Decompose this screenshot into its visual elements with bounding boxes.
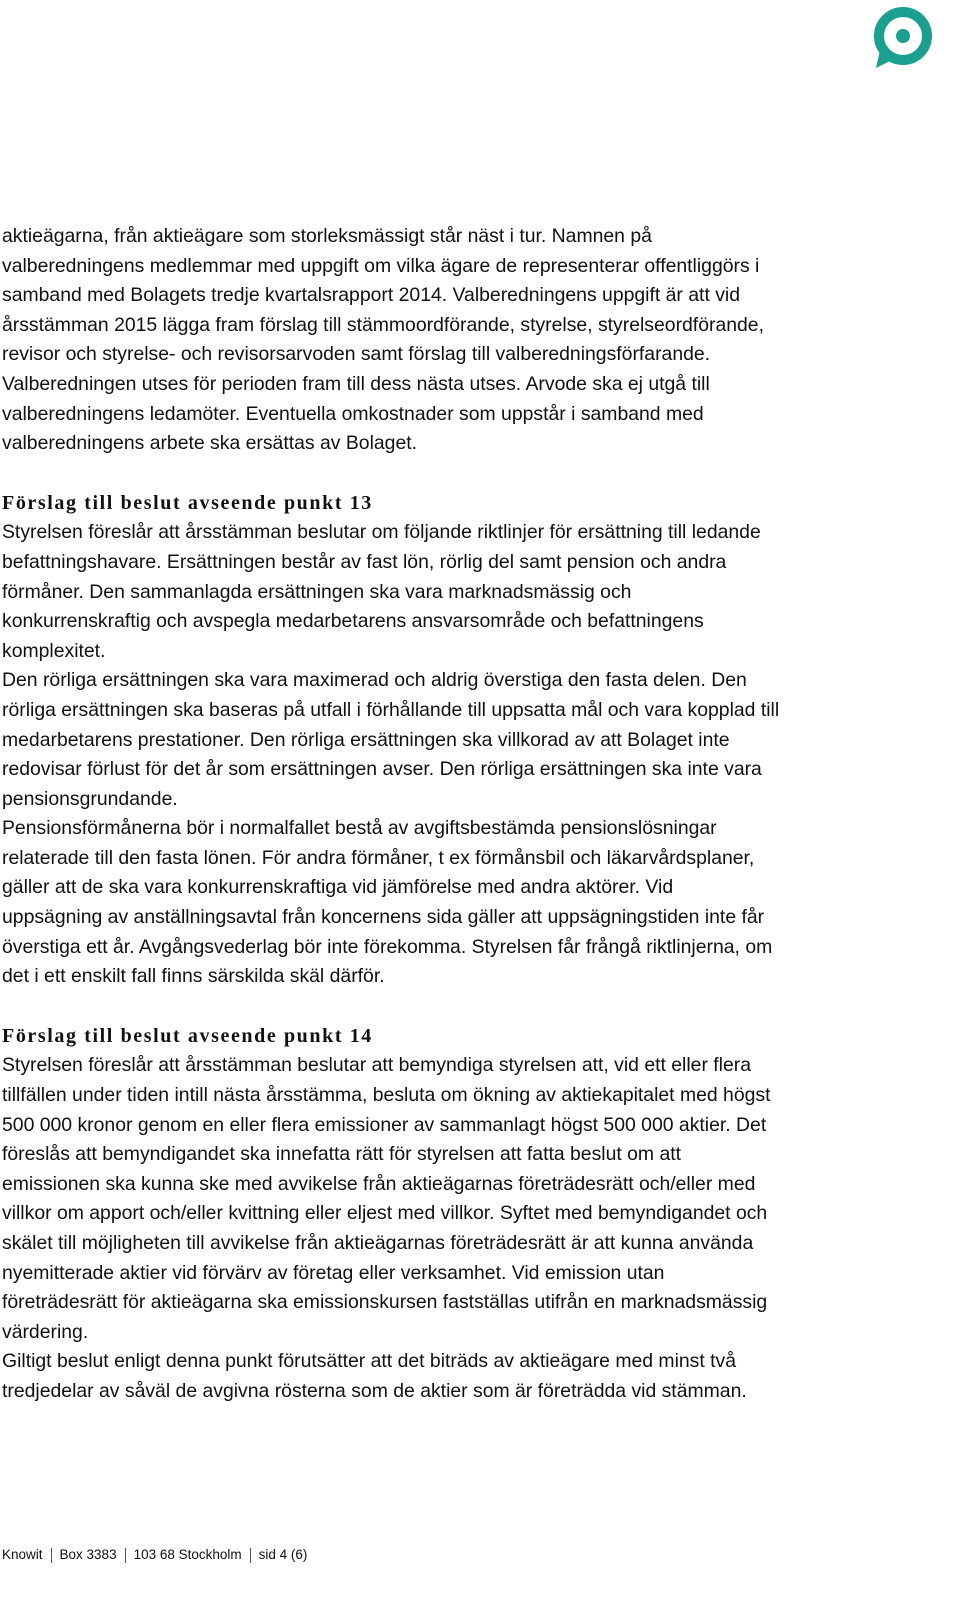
section-14-paragraph-1: Styrelsen föreslår att årsstämman beslutar att bemyndiga styrelsen att, vid ett eller flera tillfällen under tiden intill nästa årsstämma, besluta om ökning av aktiekapitalet med högst 500 000 kronor genom en eller flera emissioner av sammanlagt högst 500 000 aktier. Det föreslås att bemyndigandet ska innefatta rätt för styrelsen att fatta beslut om att emissionen ska kunna ske med avvikelse från aktieägarnas företrädesrätt och/eller med villkor om apport och/eller kvittning eller eljest med villkor. Syftet med bemyndigandet och skälet till möjligheten till avvikelse från aktieägarnas företrädesrätt är att kunna använda nyemitterade aktier vid förvärv av företag eller verksamhet. Vid emission utan företrädesrätt för aktieägarna ska emissionskursen fastställas utifrån en marknadsmässig värdering. [2, 1054, 771, 1343]
intro-paragraph: aktieägarna, från aktieägare som storleksmässigt står näst i tur. Namnen på valberedningens medlemmar med uppgift om vilka ägare de representerar offentliggörs i samband med Bolagets tredje kvartalsrapport 2014. Valberedningens uppgift är att vid årsstämman 2015 lägga fram förslag till stämmoordförande, styrelse, styrelseordförande, revisor och styrelse- och revisorsarvoden samt förslag till valberedningsförfarande. Valberedningen utses för perioden fram till dess nästa utses. Arvode ska ej utgå till valberedningens ledamöter. Eventuella omkostnader som uppstår i samband med valberedningens arbete ska ersättas av Bolaget. [2, 225, 764, 455]
footer-divider [250, 1548, 251, 1563]
footer-address: 103 68 Stockholm [133, 1547, 242, 1562]
section-14-paragraph-2: Giltigt beslut enligt denna punkt förutsätter att det biträds av aktieägare med minst två tredjedelar av såväl de avgivna rösterna som de aktier som är företrädda vid stämman. [2, 1350, 747, 1402]
page-footer [2, 1546, 307, 1564]
spacer [2, 992, 952, 1022]
footer-divider [125, 1548, 126, 1563]
footer-box: Box 3383 [59, 1547, 117, 1562]
section-13-paragraph-1: Styrelsen föreslår att årsstämman beslutar om följande riktlinjer för ersättning till ledande befattningshavare. Ersättningen består av fast lön, rörlig del samt pension och andra förmåner. Den sammanlagda ersättningen ska vara marknadsmässig och konkurrenskraftig och avspegla medarbetarens ansvarsområde och befattningens komplexitet. [2, 521, 761, 662]
section-14-heading: Förslag till beslut avseende punkt 14 [2, 1024, 373, 1047]
document-body [2, 222, 952, 1407]
section-13-paragraph-3: Pensionsförmånerna bör i normalfallet bestå av avgiftsbestämda pensionslösningar relaterade till den fasta lönen. För andra förmåner, t ex förmånsbil och läkarvårdsplaner, gäller att de ska vara konkurrenskraftiga vid jämförelse med andra aktörer. Vid uppsägning av anställningsavtal från koncernens sida gäller att uppsägningstiden inte får överstiga ett år. Avgångsvederlag bör inte förekomma. Styrelsen får frångå riktlinjerna, om det i ett enskilt fall finns särskilda skäl därför. [2, 817, 773, 988]
footer-divider [51, 1548, 52, 1563]
footer-company: Knowit [2, 1547, 43, 1562]
footer-page-number: sid 4 (6) [258, 1547, 308, 1562]
section-13-paragraph-2: Den rörliga ersättningen ska vara maximerad och aldrig överstiga den fasta delen. Den rörliga ersättningen ska baseras på utfall i förhållande till uppsatta mål och vara kopplad till medarbetarens prestationer. Den rörliga ersättningen ska villkorad av att Bolaget inte redovisar förlust för det år som ersättningen avser. Den rörliga ersättningen ska inte vara pensionsgrundande. [2, 669, 780, 810]
section-13-heading: Förslag till beslut avseende punkt 13 [2, 491, 373, 514]
spacer [2, 459, 952, 489]
brand-logo-icon [868, 6, 936, 70]
